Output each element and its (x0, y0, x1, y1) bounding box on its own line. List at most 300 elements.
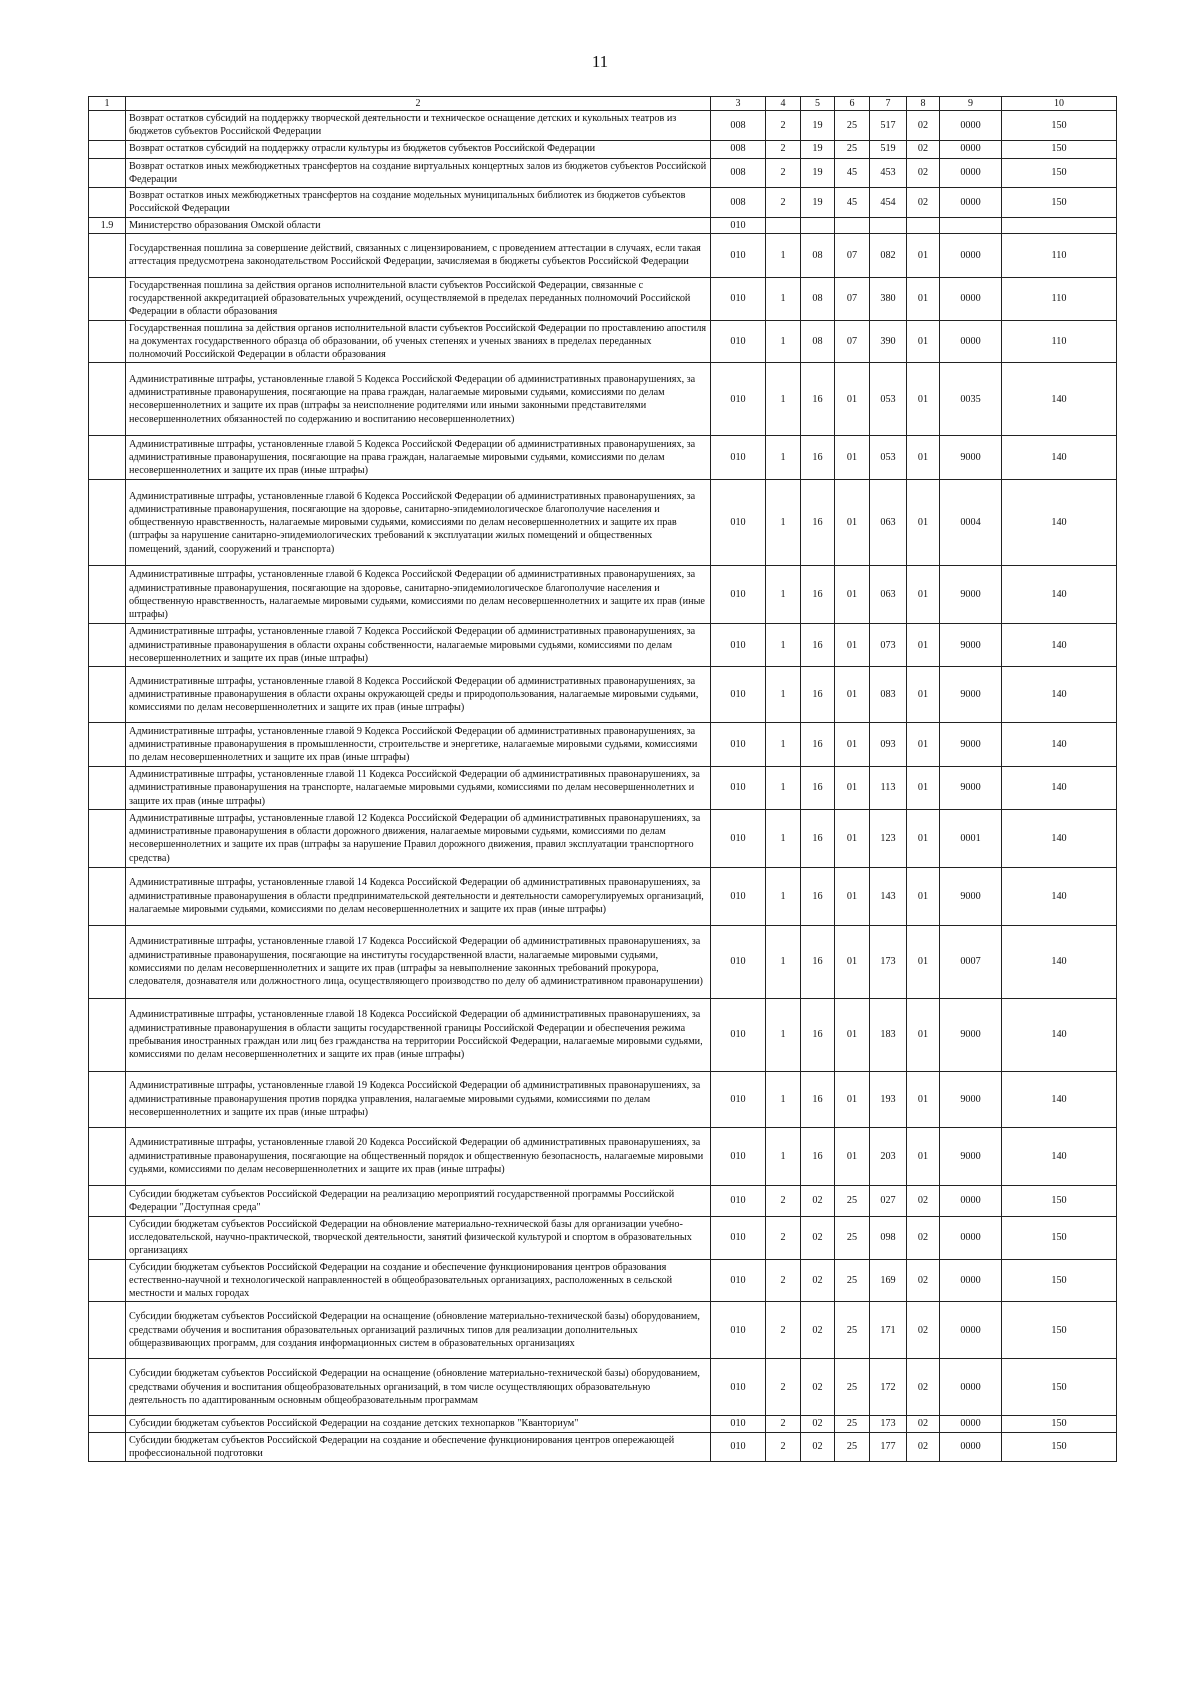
group-code: 1 (766, 624, 801, 667)
group-code: 1 (766, 480, 801, 566)
subgroup-code: 16 (801, 998, 835, 1071)
program-code: 0000 (940, 1302, 1002, 1359)
table-row (89, 480, 1117, 566)
econ-class-code: 150 (1002, 1302, 1117, 1359)
row-description: Государственная пошлина за совершение действий, связанных с лицензированием, с проведением аттестации в случаях, если такая аттестация предусмотрена законодательством Российской Федерации, зачисляемая в бюджеты субъектов Российской Федерации (126, 233, 711, 277)
element-code: 02 (907, 1416, 940, 1432)
table-row (89, 1071, 1117, 1127)
econ-class-code: 140 (1002, 867, 1117, 925)
element-code: 02 (907, 140, 940, 158)
subarticle-code: 082 (870, 233, 907, 277)
subgroup-code: 16 (801, 667, 835, 723)
subarticle-code: 063 (870, 566, 907, 624)
subarticle-code: 053 (870, 363, 907, 436)
element-code: 01 (907, 233, 940, 277)
subarticle-code: 053 (870, 436, 907, 480)
group-code: 1 (766, 436, 801, 480)
element-code: 01 (907, 723, 940, 767)
program-code: 9000 (940, 436, 1002, 480)
row-description: Субсидии бюджетам субъектов Российской Федерации на обновление материально-технической базы для организации учебно-исследовательской, научно-практической, творческой деятельности, занятий физической культурой и спортом в образовательных организациях (126, 1216, 711, 1259)
article-code: 25 (835, 1185, 870, 1216)
subgroup-code: 16 (801, 566, 835, 624)
header-col-8: 8 (907, 97, 940, 111)
row-number (89, 363, 126, 436)
row-number (89, 1302, 126, 1359)
econ-class-code: 150 (1002, 140, 1117, 158)
group-code: 1 (766, 233, 801, 277)
row-description: Административные штрафы, установленные главой 18 Кодекса Российской Федерации об административных правонарушениях, за административные правонарушения в области защиты государственной границы Российской Федерации и обеспечения режима пребывания иностранных граждан или лиц без гражданства на территории Российской Федерации, налагаемые мировыми судьями, комиссиями по делам несовершеннолетних и защите их прав (иные штрафы) (126, 998, 711, 1071)
table-row (89, 1216, 1117, 1259)
subgroup-code: 08 (801, 320, 835, 363)
group-code: 2 (766, 1416, 801, 1432)
element-code: 02 (907, 1185, 940, 1216)
table-row (89, 867, 1117, 925)
article-code: 25 (835, 140, 870, 158)
admin-code: 010 (711, 809, 766, 867)
econ-class-code: 150 (1002, 1432, 1117, 1462)
article-code: 45 (835, 158, 870, 188)
row-number (89, 566, 126, 624)
econ-class-code: 150 (1002, 1216, 1117, 1259)
subarticle-code: 453 (870, 158, 907, 188)
table-row (89, 1416, 1117, 1432)
econ-class-code: 140 (1002, 667, 1117, 723)
table-row (89, 1302, 1117, 1359)
subgroup-code: 08 (801, 277, 835, 320)
row-number (89, 1216, 126, 1259)
article-code: 25 (835, 1259, 870, 1302)
row-number (89, 1259, 126, 1302)
group-code: 1 (766, 1071, 801, 1127)
element-code: 01 (907, 436, 940, 480)
row-description: Возврат остатков субсидий на поддержку творческой деятельности и техническое оснащение детских и кукольных театров из бюджетов субъектов Российской Федерации (126, 111, 711, 141)
row-number (89, 188, 126, 218)
group-code: 2 (766, 111, 801, 141)
group-code: 2 (766, 140, 801, 158)
program-code: 0000 (940, 140, 1002, 158)
article-code (835, 217, 870, 233)
admin-code: 010 (711, 277, 766, 320)
admin-code: 010 (711, 723, 766, 767)
admin-code: 008 (711, 158, 766, 188)
program-code: 0000 (940, 111, 1002, 141)
econ-class-code: 140 (1002, 436, 1117, 480)
article-code: 01 (835, 624, 870, 667)
article-code: 25 (835, 1216, 870, 1259)
program-code: 0000 (940, 1432, 1002, 1462)
subarticle-code (870, 217, 907, 233)
program-code: 9000 (940, 667, 1002, 723)
program-code: 9000 (940, 998, 1002, 1071)
econ-class-code: 150 (1002, 1416, 1117, 1432)
element-code: 01 (907, 809, 940, 867)
subgroup-code: 02 (801, 1185, 835, 1216)
admin-code: 010 (711, 320, 766, 363)
econ-class-code: 140 (1002, 480, 1117, 566)
article-code: 45 (835, 188, 870, 218)
table-row (89, 320, 1117, 363)
element-code: 02 (907, 1216, 940, 1259)
element-code: 01 (907, 998, 940, 1071)
admin-code: 010 (711, 667, 766, 723)
group-code: 1 (766, 867, 801, 925)
budget-classification-table (88, 96, 1117, 1462)
econ-class-code: 140 (1002, 566, 1117, 624)
element-code: 01 (907, 867, 940, 925)
row-number: 1.9 (89, 217, 126, 233)
program-code: 0007 (940, 925, 1002, 998)
econ-class-code: 140 (1002, 925, 1117, 998)
group-code: 1 (766, 998, 801, 1071)
group-code: 1 (766, 667, 801, 723)
admin-code: 010 (711, 998, 766, 1071)
subarticle-code: 380 (870, 277, 907, 320)
article-code: 01 (835, 925, 870, 998)
row-number (89, 809, 126, 867)
subarticle-code: 390 (870, 320, 907, 363)
row-description: Субсидии бюджетам субъектов Российской Федерации на реализацию мероприятий государственной программы Российской Федерации "Доступная среда" (126, 1185, 711, 1216)
admin-code: 010 (711, 624, 766, 667)
admin-code: 010 (711, 436, 766, 480)
article-code: 25 (835, 1302, 870, 1359)
table-row (89, 667, 1117, 723)
subarticle-code: 143 (870, 867, 907, 925)
table-row (89, 1185, 1117, 1216)
element-code: 02 (907, 1432, 940, 1462)
header-col-2: 2 (126, 97, 711, 111)
row-description: Административные штрафы, установленные главой 11 Кодекса Российской Федерации об административных правонарушениях, за административные правонарушения на транспорте, налагаемые мировыми судьями, комиссиями по делам несовершеннолетних и защите их прав (иные штрафы) (126, 767, 711, 810)
admin-code: 010 (711, 1071, 766, 1127)
element-code: 01 (907, 1071, 940, 1127)
row-number (89, 111, 126, 141)
subgroup-code: 19 (801, 111, 835, 141)
subgroup-code: 08 (801, 233, 835, 277)
row-description: Административные штрафы, установленные главой 17 Кодекса Российской Федерации об административных правонарушениях, за административные правонарушения, посягающие на институты государственной власти, налагаемые мировыми судьями, комиссиями по делам несовершеннолетних и защите их прав (штрафы за невыполнение законных требований прокурора, следователя, дознавателя или должностного лица, осуществляющего производство по делу об административном правонарушении) (126, 925, 711, 998)
row-description: Субсидии бюджетам субъектов Российской Федерации на оснащение (обновление материально-технической базы) оборудованием, средствами обучения и воспитания общеобразовательных организаций, в том числе осуществляющих образовательную деятельность по адаптированным основным общеобразовательным программам (126, 1359, 711, 1416)
program-code: 9000 (940, 723, 1002, 767)
table-row (89, 809, 1117, 867)
program-code: 0004 (940, 480, 1002, 566)
article-code: 01 (835, 723, 870, 767)
article-code: 25 (835, 1416, 870, 1432)
group-code: 2 (766, 1302, 801, 1359)
program-code: 0000 (940, 1416, 1002, 1432)
row-number (89, 925, 126, 998)
row-number (89, 998, 126, 1071)
header-col-6: 6 (835, 97, 870, 111)
subgroup-code: 02 (801, 1416, 835, 1432)
article-code: 01 (835, 1127, 870, 1185)
element-code: 01 (907, 925, 940, 998)
row-description: Административные штрафы, установленные главой 20 Кодекса Российской Федерации об административных правонарушениях, за административные правонарушения, посягающие на общественный порядок и общественную безопасность, налагаемые мировыми судьями, комиссиями по делам несовершеннолетних и защите их прав (иные штрафы) (126, 1127, 711, 1185)
subgroup-code: 19 (801, 140, 835, 158)
element-code (907, 217, 940, 233)
subgroup-code: 16 (801, 436, 835, 480)
group-code: 2 (766, 1185, 801, 1216)
program-code: 9000 (940, 566, 1002, 624)
article-code: 01 (835, 480, 870, 566)
admin-code: 010 (711, 566, 766, 624)
row-description: Административные штрафы, установленные главой 8 Кодекса Российской Федерации об административных правонарушениях, за административные правонарушения в области охраны окружающей среды и природопользования, налагаемые мировыми судьями, комиссиями по делам несовершеннолетних и защите их прав (иные штрафы) (126, 667, 711, 723)
subgroup-code: 02 (801, 1359, 835, 1416)
subarticle-code: 193 (870, 1071, 907, 1127)
econ-class-code: 140 (1002, 767, 1117, 810)
element-code: 01 (907, 277, 940, 320)
element-code: 02 (907, 1259, 940, 1302)
admin-code: 010 (711, 363, 766, 436)
group-code: 2 (766, 158, 801, 188)
group-code: 2 (766, 1432, 801, 1462)
group-code: 1 (766, 277, 801, 320)
group-code: 2 (766, 1259, 801, 1302)
table-row (89, 188, 1117, 218)
row-description: Административные штрафы, установленные главой 5 Кодекса Российской Федерации об административных правонарушениях, за административные правонарушения, посягающие на права граждан, налагаемые мировыми судьями, комиссиями по делам несовершеннолетних и защите их прав (штрафы за неисполнение родителями или иными законными представителями несовершеннолетних обязанностей по содержанию и воспитанию несовершеннолетних) (126, 363, 711, 436)
program-code: 0000 (940, 158, 1002, 188)
table-row (89, 566, 1117, 624)
group-code: 2 (766, 1216, 801, 1259)
admin-code: 008 (711, 140, 766, 158)
subarticle-code: 171 (870, 1302, 907, 1359)
row-number (89, 320, 126, 363)
row-description: Административные штрафы, установленные главой 9 Кодекса Российской Федерации об административных правонарушениях, за административные правонарушения в промышленности, строительстве и энергетике, налагаемые мировыми судьями, комиссиями по делам несовершеннолетних и защите их прав (иные штрафы) (126, 723, 711, 767)
row-number (89, 767, 126, 810)
table-row (89, 233, 1117, 277)
article-code: 01 (835, 809, 870, 867)
row-number (89, 667, 126, 723)
row-number (89, 1185, 126, 1216)
row-number (89, 1071, 126, 1127)
table-row (89, 624, 1117, 667)
group-code: 1 (766, 320, 801, 363)
econ-class-code: 140 (1002, 1071, 1117, 1127)
subgroup-code: 16 (801, 767, 835, 810)
program-code: 9000 (940, 1071, 1002, 1127)
row-description: Субсидии бюджетам субъектов Российской Федерации на создание детских технопарков "Кванториум" (126, 1416, 711, 1432)
subgroup-code: 16 (801, 867, 835, 925)
row-number (89, 233, 126, 277)
table-row (89, 217, 1117, 233)
article-code: 01 (835, 436, 870, 480)
program-code: 0000 (940, 188, 1002, 218)
article-code: 07 (835, 233, 870, 277)
row-description: Административные штрафы, установленные главой 12 Кодекса Российской Федерации об административных правонарушениях, за административные правонарушения в области дорожного движения, налагаемые мировыми судьями, комиссиями по делам несовершеннолетних и защите их прав (штрафы за нарушение Правил дорожного движения, правил эксплуатации транспортного средства) (126, 809, 711, 867)
subgroup-code: 02 (801, 1259, 835, 1302)
admin-code: 010 (711, 1259, 766, 1302)
element-code: 01 (907, 320, 940, 363)
header-col-10: 10 (1002, 97, 1117, 111)
subarticle-code: 169 (870, 1259, 907, 1302)
subgroup-code: 16 (801, 723, 835, 767)
table-row (89, 1259, 1117, 1302)
subarticle-code: 063 (870, 480, 907, 566)
element-code: 01 (907, 363, 940, 436)
econ-class-code: 140 (1002, 998, 1117, 1071)
program-code: 0000 (940, 233, 1002, 277)
article-code: 25 (835, 111, 870, 141)
table-row (89, 767, 1117, 810)
subgroup-code: 16 (801, 1127, 835, 1185)
admin-code: 010 (711, 1432, 766, 1462)
subarticle-code: 027 (870, 1185, 907, 1216)
table-row (89, 111, 1117, 141)
subarticle-code: 517 (870, 111, 907, 141)
subarticle-code: 519 (870, 140, 907, 158)
subgroup-code: 16 (801, 363, 835, 436)
table-row (89, 925, 1117, 998)
element-code: 01 (907, 667, 940, 723)
subgroup-code: 16 (801, 925, 835, 998)
row-number (89, 867, 126, 925)
program-code: 0000 (940, 1185, 1002, 1216)
row-number (89, 277, 126, 320)
subarticle-code: 454 (870, 188, 907, 218)
admin-code: 010 (711, 1127, 766, 1185)
row-number (89, 480, 126, 566)
subgroup-code: 19 (801, 188, 835, 218)
group-code: 1 (766, 723, 801, 767)
program-code: 9000 (940, 624, 1002, 667)
econ-class-code: 140 (1002, 624, 1117, 667)
group-code: 2 (766, 1359, 801, 1416)
table-row (89, 998, 1117, 1071)
econ-class-code: 140 (1002, 363, 1117, 436)
admin-code: 010 (711, 867, 766, 925)
element-code: 01 (907, 624, 940, 667)
table-row (89, 1432, 1117, 1462)
element-code: 02 (907, 188, 940, 218)
group-code: 1 (766, 566, 801, 624)
element-code: 02 (907, 1302, 940, 1359)
program-code: 9000 (940, 767, 1002, 810)
group-code: 1 (766, 767, 801, 810)
subgroup-code: 02 (801, 1216, 835, 1259)
admin-code: 010 (711, 480, 766, 566)
program-code: 0000 (940, 277, 1002, 320)
admin-code: 010 (711, 925, 766, 998)
admin-code: 010 (711, 1216, 766, 1259)
row-description: Государственная пошлина за действия органов исполнительной власти субъектов Российской Федерации, связанные с государственной аккредитацией образовательных учреждений, осуществляемой в пределах переданных полномочий Российской Федерации в области образования (126, 277, 711, 320)
subarticle-code: 093 (870, 723, 907, 767)
page-number: 11 (591, 52, 609, 71)
subarticle-code: 172 (870, 1359, 907, 1416)
article-code: 01 (835, 566, 870, 624)
header-col-1: 1 (89, 97, 126, 111)
row-description: Субсидии бюджетам субъектов Российской Федерации на создание и обеспечение функционирования центров образования естественно-научной и технологической направленностей в общеобразовательных организациях, расположенных в сельской местности и малых городах (126, 1259, 711, 1302)
admin-code: 010 (711, 1359, 766, 1416)
table-row (89, 723, 1117, 767)
econ-class-code: 140 (1002, 723, 1117, 767)
econ-class-code: 150 (1002, 111, 1117, 141)
econ-class-code: 150 (1002, 1359, 1117, 1416)
econ-class-code (1002, 217, 1117, 233)
element-code: 02 (907, 158, 940, 188)
econ-class-code: 150 (1002, 1185, 1117, 1216)
program-code: 0001 (940, 809, 1002, 867)
row-description: Административные штрафы, установленные главой 6 Кодекса Российской Федерации об административных правонарушениях, за административные правонарушения, посягающие на здоровье, санитарно-эпидемиологическое благополучие населения и общественную нравственность, налагаемые мировыми судьями, комиссиями по делам несовершеннолетних и защите их прав (штрафы за нарушение санитарно-эпидемиологических требований к эксплуатации жилых помещений и общественных помещений, зданий, сооружений и транспорта) (126, 480, 711, 566)
table-row (89, 140, 1117, 158)
program-code: 0000 (940, 1359, 1002, 1416)
econ-class-code: 150 (1002, 188, 1117, 218)
row-number (89, 1416, 126, 1432)
group-code: 2 (766, 188, 801, 218)
program-code: 0000 (940, 320, 1002, 363)
subarticle-code: 177 (870, 1432, 907, 1462)
admin-code: 008 (711, 188, 766, 218)
row-description: Субсидии бюджетам субъектов Российской Федерации на оснащение (обновление материально-технической базы) оборудованием, средствами обучения и воспитания образовательных организаций различных типов для реализации дополнительных общеразвивающих программ, для создания информационных систем в образовательных организациях (126, 1302, 711, 1359)
row-number (89, 1432, 126, 1462)
row-description: Субсидии бюджетам субъектов Российской Федерации на создание и обеспечение функционирования центров опережающей профессиональной подготовки (126, 1432, 711, 1462)
subarticle-code: 113 (870, 767, 907, 810)
article-code: 25 (835, 1432, 870, 1462)
header-row (89, 97, 1117, 111)
header-col-5: 5 (801, 97, 835, 111)
row-description: Возврат остатков иных межбюджетных трансфертов на создание виртуальных концертных залов из бюджетов субъектов Российской Федерации (126, 158, 711, 188)
row-description: Административные штрафы, установленные главой 5 Кодекса Российской Федерации об административных правонарушениях, за административные правонарушения, посягающие на права граждан, налагаемые мировыми судьями, комиссиями по делам несовершеннолетних и защите их прав (иные штрафы) (126, 436, 711, 480)
admin-code: 010 (711, 217, 766, 233)
element-code: 02 (907, 1359, 940, 1416)
row-description: Государственная пошлина за действия органов исполнительной власти субъектов Российской Федерации по проставлению апостиля на документах государственного образца об образовании, об ученых степенях и ученых званиях в пределах переданных полномочий Российской Федерации в области образования (126, 320, 711, 363)
element-code: 01 (907, 480, 940, 566)
subgroup-code: 16 (801, 1071, 835, 1127)
admin-code: 010 (711, 767, 766, 810)
subarticle-code: 203 (870, 1127, 907, 1185)
row-description: Возврат остатков субсидий на поддержку отрасли культуры из бюджетов субъектов Российской Федерации (126, 140, 711, 158)
article-code: 01 (835, 998, 870, 1071)
subarticle-code: 098 (870, 1216, 907, 1259)
article-code: 01 (835, 867, 870, 925)
header-col-7: 7 (870, 97, 907, 111)
article-code: 01 (835, 667, 870, 723)
row-description: Административные штрафы, установленные главой 6 Кодекса Российской Федерации об административных правонарушениях, за административные правонарушения, посягающие на здоровье, санитарно-эпидемиологическое благополучие населения и общественную нравственность, налагаемые мировыми судьями, комиссиями по делам несовершеннолетних и защите их прав (иные штрафы) (126, 566, 711, 624)
table-row (89, 363, 1117, 436)
econ-class-code: 140 (1002, 1127, 1117, 1185)
subgroup-code: 19 (801, 158, 835, 188)
table-row (89, 1359, 1117, 1416)
row-description: Административные штрафы, установленные главой 7 Кодекса Российской Федерации об административных правонарушениях, за административные правонарушения в области охраны собственности, налагаемые мировыми судьями, комиссиями по делам несовершеннолетних и защите их прав (иные штрафы) (126, 624, 711, 667)
article-code: 01 (835, 363, 870, 436)
article-code: 01 (835, 1071, 870, 1127)
subarticle-code: 173 (870, 1416, 907, 1432)
subgroup-code: 02 (801, 1302, 835, 1359)
table-row (89, 158, 1117, 188)
row-description: Министерство образования Омской области (126, 217, 711, 233)
program-code: 9000 (940, 867, 1002, 925)
header-col-3: 3 (711, 97, 766, 111)
admin-code: 008 (711, 111, 766, 141)
article-code: 25 (835, 1359, 870, 1416)
program-code (940, 217, 1002, 233)
element-code: 01 (907, 566, 940, 624)
admin-code: 010 (711, 233, 766, 277)
group-code (766, 217, 801, 233)
subarticle-code: 083 (870, 667, 907, 723)
table-row (89, 277, 1117, 320)
econ-class-code: 150 (1002, 158, 1117, 188)
econ-class-code: 110 (1002, 320, 1117, 363)
subarticle-code: 183 (870, 998, 907, 1071)
row-number (89, 1359, 126, 1416)
subgroup-code: 16 (801, 809, 835, 867)
econ-class-code: 110 (1002, 277, 1117, 320)
admin-code: 010 (711, 1185, 766, 1216)
row-description: Административные штрафы, установленные главой 14 Кодекса Российской Федерации об административных правонарушениях, за административные правонарушения в области предпринимательской деятельности и деятельности саморегулируемых организаций, налагаемые мировыми судьями, комиссиями по делам несовершеннолетних и защите их прав (иные штрафы) (126, 867, 711, 925)
group-code: 1 (766, 1127, 801, 1185)
subgroup-code (801, 217, 835, 233)
article-code: 07 (835, 277, 870, 320)
group-code: 1 (766, 925, 801, 998)
row-number (89, 140, 126, 158)
program-code: 0035 (940, 363, 1002, 436)
